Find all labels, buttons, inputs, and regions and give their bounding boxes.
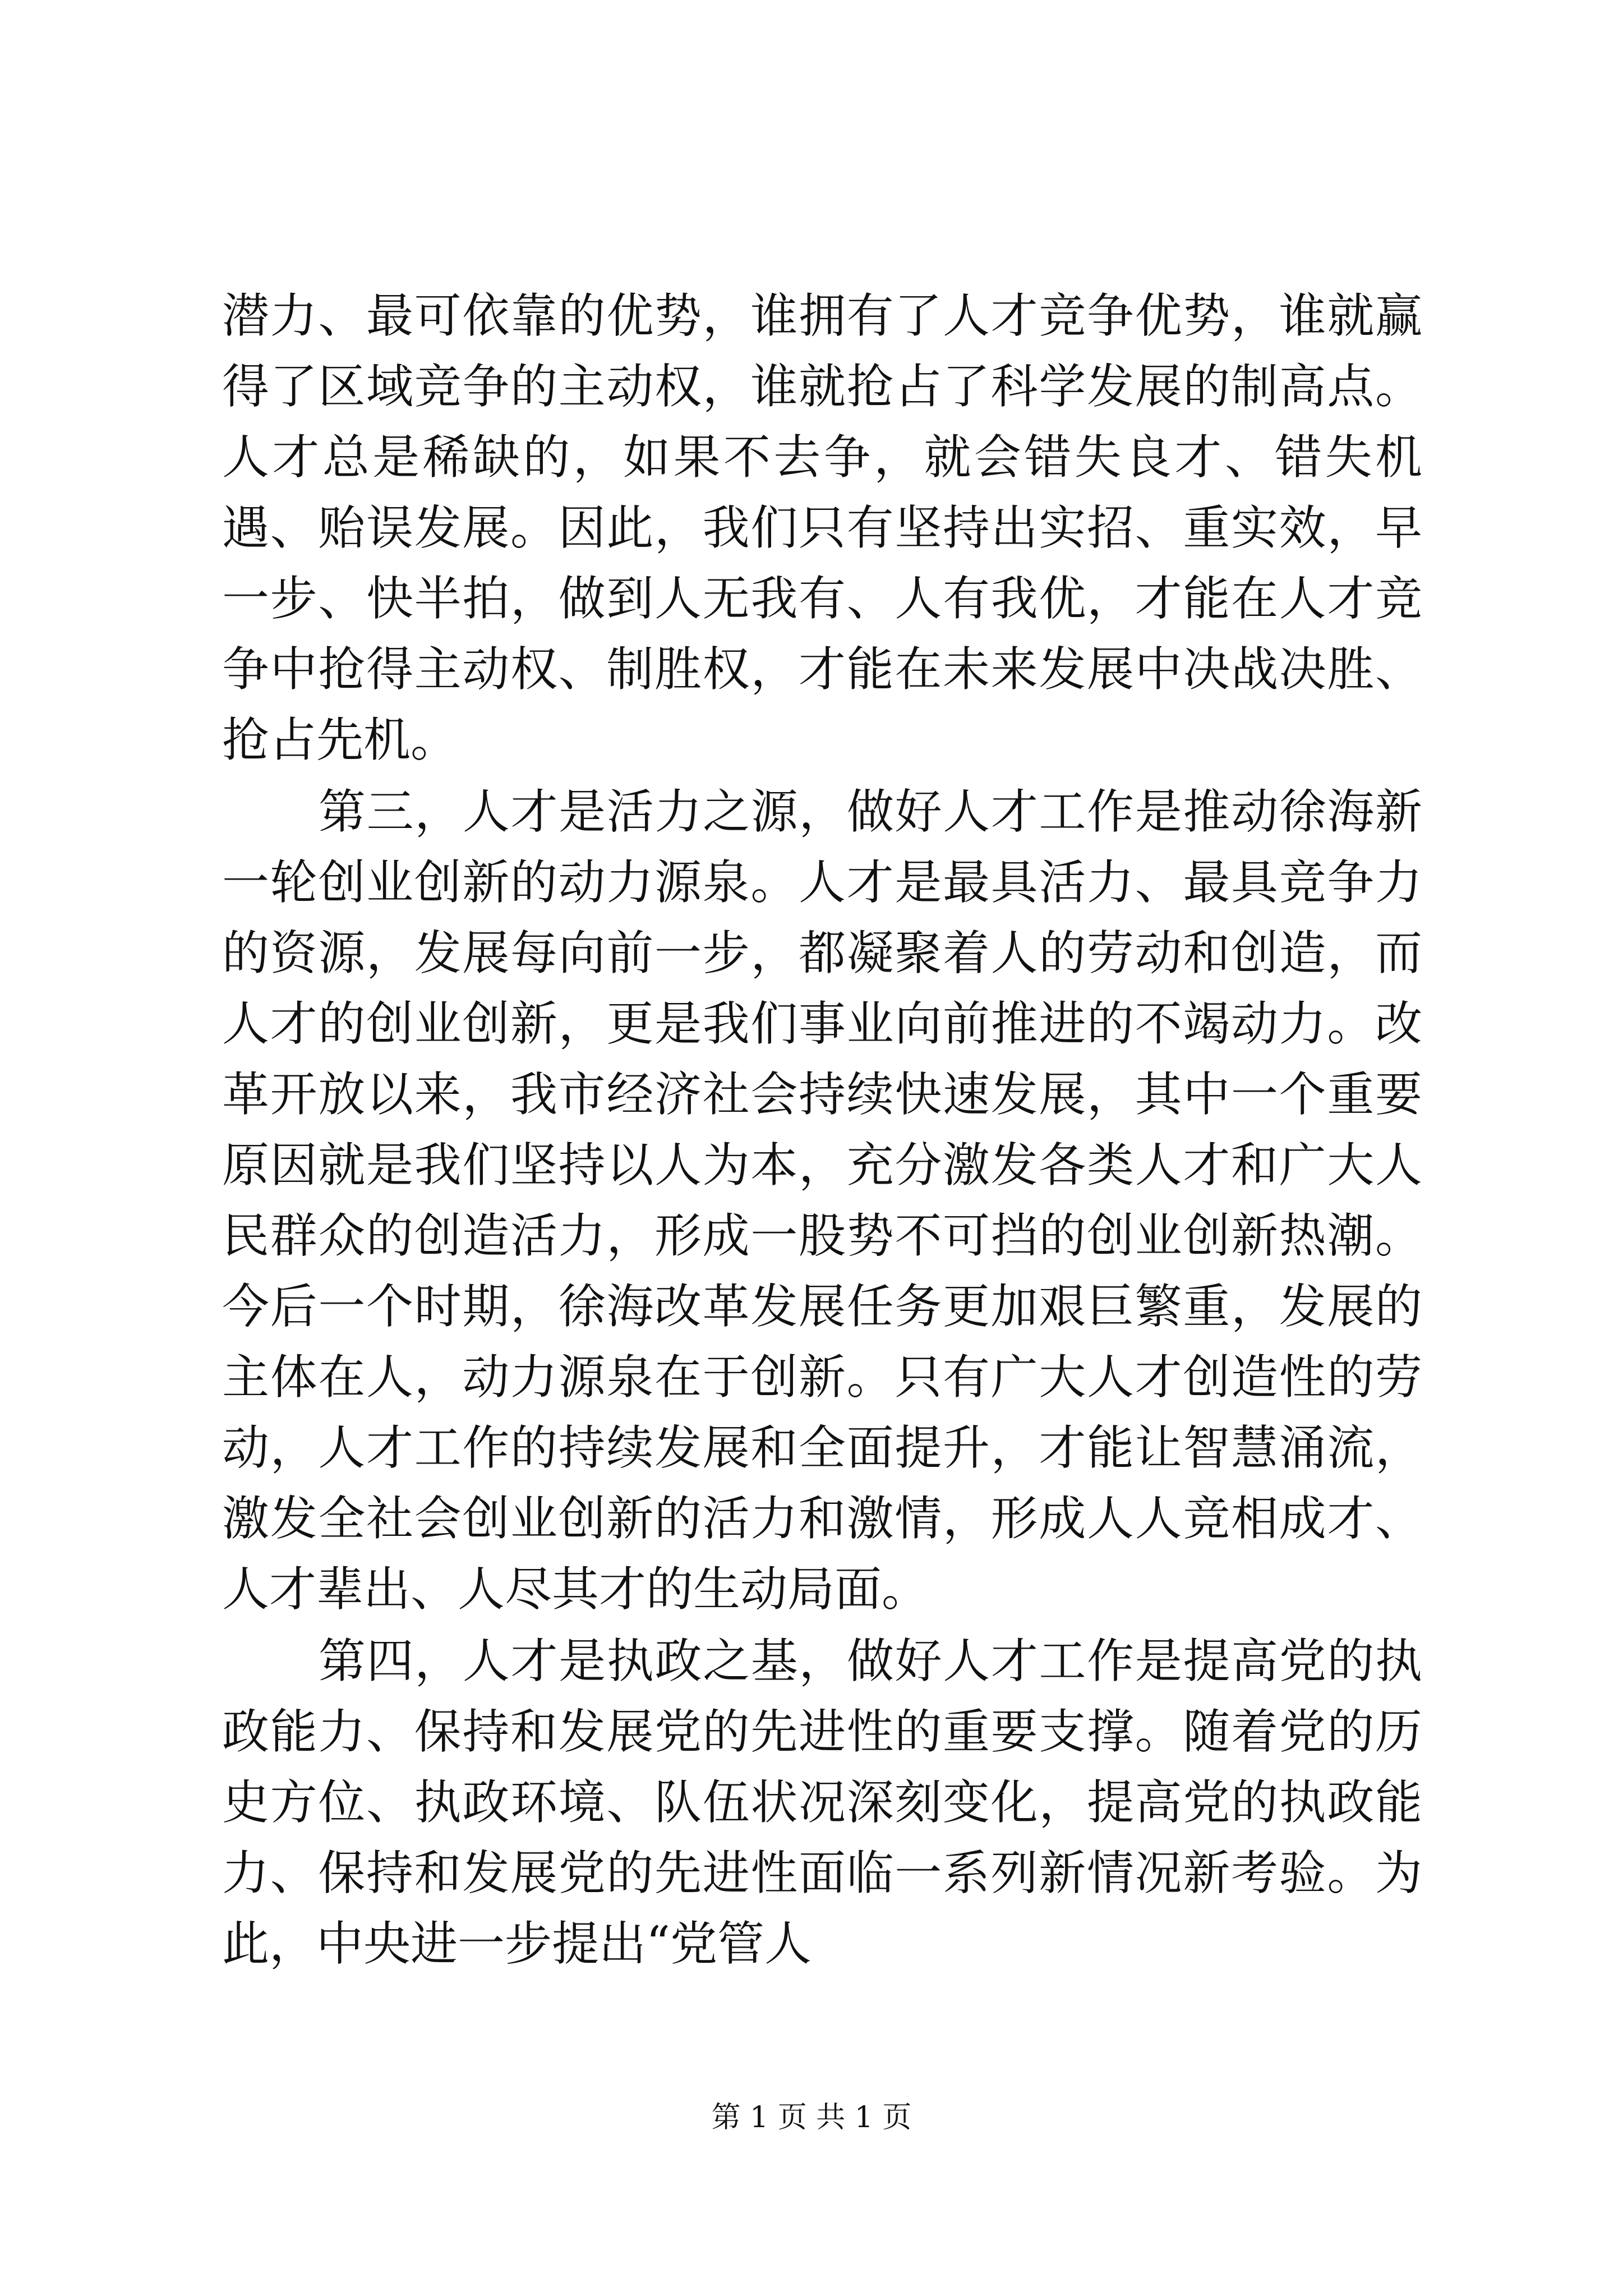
page-footer: 第 1 页 共 1 页 (711, 2101, 912, 2134)
paragraph-continuation: 潜力、最可依靠的优势，谁拥有了人才竞争优势，谁就赢得了区域竞争的主动权，谁就抢占了科学发展的制高点。人才总是稀缺的，如果不去争，就会错失良才、错失机遇、贻误发展。因此，我们只有坚持出实招、重实效，早一步、快半拍，做到人无我有、人有我优，才能在人才竞争中抢得主动权、制胜权，才能在未来发展中决战决胜、抢占先机。 (222, 288, 1422, 767)
paragraph-fourth-point: 第四，人才是执政之基，做好人才工作是提高党的执政能力、保持和发展党的先进性的重要支撑。随着党的历史方位、执政环境、队伍状况深刻变化，提高党的执政能力、保持和发展党的先进性面临一系列新情况新考验。为此，中央进一步提出“党管人 (222, 1634, 1422, 1971)
paragraph-third-point: 第三，人才是活力之源，做好人才工作是推动徐海新一轮创业创新的动力源泉。人才是最具活力、最具竞争力的资源，发展每向前一步，都凝聚着人的劳动和创造，而人才的创业创新，更是我们事业向前推进的不竭动力。改革开放以来，我市经济社会持续快速发展，其中一个重要原因就是我们坚持以人为本，充分激发各类人才和广大人民群众的创造活力，形成一股势不可挡的创业创新热潮。今后一个时期，徐海改革发展任务更加艰巨繁重，发展的主体在人，动力源泉在于创新。只有广大人才创造性的劳动，人才工作的持续发展和全面提升，才能让智慧涌流，激发全社会创业创新的活力和激情，形成人人竞相成才、人才辈出、人尽其才的生动局面。 (222, 784, 1422, 1617)
document-body (222, 280, 1422, 1980)
